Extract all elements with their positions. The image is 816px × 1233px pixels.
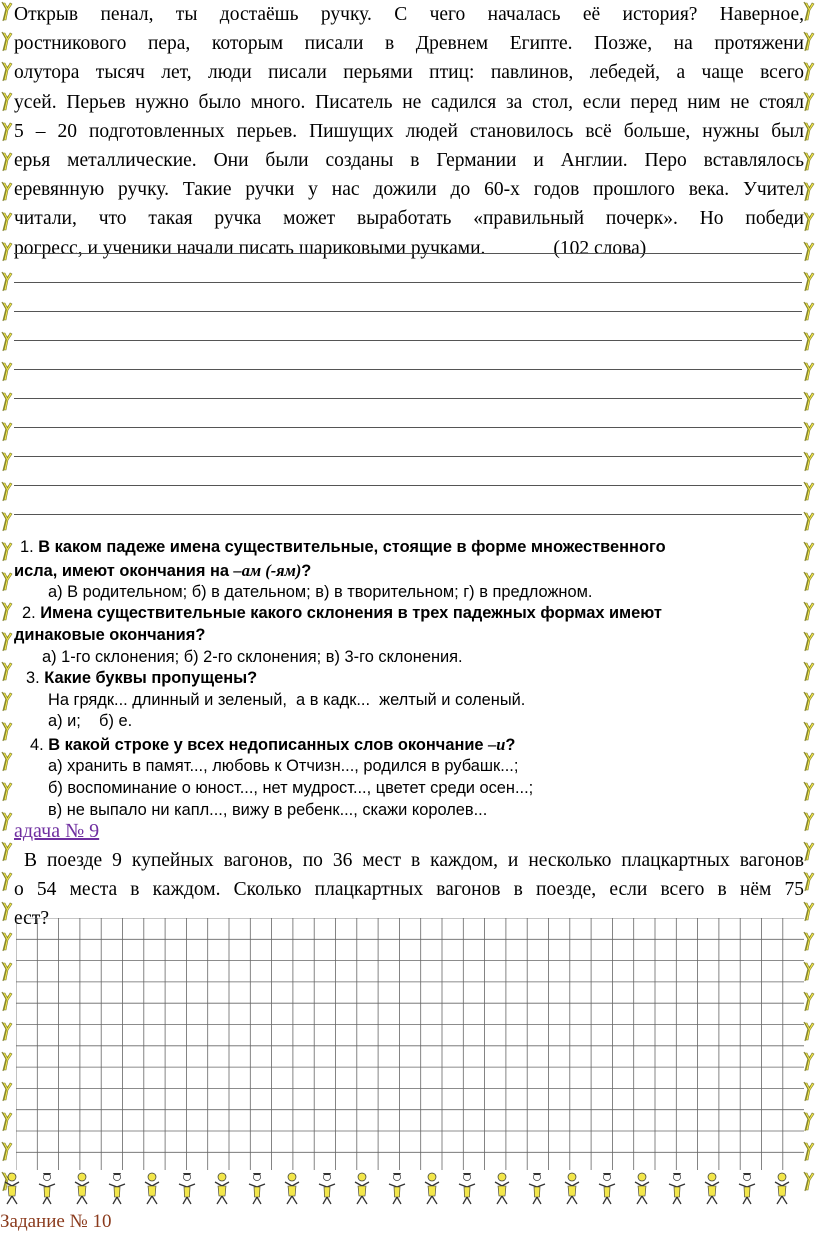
border-figure-icon	[385, 1170, 409, 1206]
question-number: 2.	[22, 604, 36, 622]
border-ornament-icon	[802, 750, 816, 772]
border-figure-icon	[280, 1170, 304, 1206]
grid-paper	[16, 918, 804, 1170]
question-mark: ?	[505, 736, 516, 754]
task-9-title: адача № 9	[14, 820, 100, 842]
border-ornament-icon	[802, 180, 816, 202]
decorative-border-left	[0, 0, 14, 1185]
border-figure-icon	[525, 1170, 549, 1206]
border-ornament-icon	[0, 630, 14, 652]
border-ornament-icon	[802, 450, 816, 472]
border-ornament-icon	[802, 390, 816, 412]
question-number: 3.	[26, 669, 40, 687]
question-2-options: а) 1-го склонения; б) 2-го склонения; в) 3-го склонения.	[42, 648, 463, 666]
border-ornament-icon	[802, 660, 816, 682]
border-ornament-icon	[802, 1050, 816, 1072]
writing-line	[14, 514, 802, 515]
border-ornament-icon	[802, 360, 816, 382]
border-ornament-icon	[0, 990, 14, 1012]
border-ornament-icon	[0, 1080, 14, 1102]
question-number: 1.	[20, 538, 34, 556]
border-ornament-icon	[0, 960, 14, 982]
border-figure-icon	[210, 1170, 234, 1206]
border-ornament-icon	[802, 900, 816, 922]
border-ornament-icon	[0, 0, 14, 22]
border-ornament-icon	[802, 90, 816, 112]
border-ornament-icon	[0, 1140, 14, 1162]
border-ornament-icon	[0, 660, 14, 682]
border-figure-icon	[665, 1170, 689, 1206]
border-ornament-icon	[802, 300, 816, 322]
border-ornament-icon	[0, 540, 14, 562]
border-figure-icon	[560, 1170, 584, 1206]
task-10-title: Задание № 10	[0, 1211, 112, 1232]
writing-line	[14, 485, 802, 486]
border-ornament-icon	[802, 630, 816, 652]
question-text: динаковые окончания?	[14, 626, 206, 644]
writing-line	[14, 369, 802, 370]
border-ornament-icon	[802, 870, 816, 892]
border-ornament-icon	[802, 990, 816, 1012]
task-line: о 54 места в каждом. Сколько плацкартных вагонов в поезде, если всего в нём 75	[14, 879, 804, 901]
border-ornament-icon	[802, 1110, 816, 1132]
border-ornament-icon	[0, 840, 14, 862]
border-ornament-icon	[0, 810, 14, 832]
border-ornament-icon	[802, 1080, 816, 1102]
border-ornament-icon	[802, 780, 816, 802]
question-1	[20, 538, 666, 557]
decorative-border-bottom	[0, 1170, 816, 1206]
border-ornament-icon	[0, 1020, 14, 1042]
border-ornament-icon	[0, 120, 14, 142]
border-ornament-icon	[802, 960, 816, 982]
task-line: В поезде 9 купейных вагонов, по 36 мест в каждом, и несколько плацкартных вагонов	[24, 850, 804, 871]
task-line: ест?	[14, 908, 49, 930]
ending-text: –и	[488, 735, 506, 754]
border-ornament-icon	[0, 300, 14, 322]
dictation-line: еревянную ручку. Такие ручки у нас дожили до 60-х годов прошлого века. Учител	[14, 179, 804, 201]
question-3	[26, 669, 257, 688]
border-figure-icon	[140, 1170, 164, 1206]
writing-line	[14, 311, 802, 312]
border-ornament-icon	[0, 900, 14, 922]
question-text: исла, имеют окончания на	[14, 562, 229, 580]
writing-line	[14, 253, 802, 254]
question-text: В какой строке у всех недописанных слов окончание	[48, 736, 484, 754]
border-ornament-icon	[802, 690, 816, 712]
question-text: Имена существительные какого склонения в трех падежных формах имеют	[40, 604, 662, 622]
border-ornament-icon	[802, 510, 816, 532]
border-figure-icon	[350, 1170, 374, 1206]
border-figure-icon	[175, 1170, 199, 1206]
border-ornament-icon	[0, 180, 14, 202]
border-ornament-icon	[802, 150, 816, 172]
dictation-line: читали, что такая ручка может выработать «правильный почерк». Но победи	[14, 208, 804, 230]
writing-line	[14, 456, 802, 457]
question-2-cont	[14, 626, 205, 645]
question-number: 4.	[30, 736, 44, 754]
border-ornament-icon	[0, 930, 14, 952]
border-figure-icon	[455, 1170, 479, 1206]
border-ornament-icon	[802, 570, 816, 592]
writing-line	[14, 398, 802, 399]
border-figure-icon	[35, 1170, 59, 1206]
border-figure-icon	[105, 1170, 129, 1206]
border-ornament-icon	[0, 90, 14, 112]
border-ornament-icon	[802, 930, 816, 952]
question-3-options: а) и; б) е.	[48, 712, 133, 730]
writing-line	[14, 282, 802, 283]
dictation-text	[14, 0, 804, 263]
border-ornament-icon	[0, 420, 14, 442]
question-4-option: б) воспоминание о юност..., нет мудрост..., цветет среди осен...;	[48, 779, 534, 797]
border-ornament-icon	[802, 120, 816, 142]
border-figure-icon	[0, 1170, 24, 1206]
dictation-line: олутора тысяч лет, люди писали перьями птиц: павлинов, лебедей, а чаще всего	[14, 62, 804, 84]
border-figure-icon	[735, 1170, 759, 1206]
question-text: Какие буквы пропущены?	[44, 669, 258, 687]
border-ornament-icon	[802, 240, 816, 262]
question-4	[30, 735, 515, 755]
dictation-line: усей. Перьев нужно было много. Писатель не садился за стол, если перед ним не стоял	[14, 91, 804, 113]
border-ornament-icon	[0, 600, 14, 622]
border-ornament-icon	[0, 1110, 14, 1132]
border-ornament-icon	[802, 420, 816, 442]
border-figure-icon	[420, 1170, 444, 1206]
border-ornament-icon	[802, 0, 816, 22]
border-ornament-icon	[0, 210, 14, 232]
border-figure-icon	[70, 1170, 94, 1206]
border-ornament-icon	[0, 480, 14, 502]
question-4-option: в) не выпало ни капл..., вижу в ребенк..., скажи королев...	[48, 801, 488, 819]
border-ornament-icon	[802, 840, 816, 862]
dictation-line: ростникового пера, которым писали в Древнем Египте. Позже, на протяжени	[14, 33, 804, 55]
border-figure-icon	[595, 1170, 619, 1206]
dictation-line: 5 – 20 подготовленных перьев. Пишущих людей становилось всё больше, нужны был	[14, 120, 804, 142]
border-ornament-icon	[802, 270, 816, 292]
border-ornament-icon	[0, 240, 14, 262]
border-ornament-icon	[0, 330, 14, 352]
dictation-line: ерья металлические. Они были созданы в Германии и Англии. Перо вставлялось	[14, 149, 804, 171]
border-ornament-icon	[802, 540, 816, 562]
dictation-line: Открыв пенал, ты достаёшь ручку. С чего началась её история? Наверное,	[14, 4, 804, 25]
question-2	[22, 604, 662, 623]
border-ornament-icon	[0, 30, 14, 52]
border-figure-icon	[315, 1170, 339, 1206]
dictation-last-line	[14, 234, 804, 263]
border-ornament-icon	[0, 780, 14, 802]
question-3-sentence: На грядк... длинный и зеленый, а в кадк... желтый и соленый.	[48, 691, 526, 709]
border-ornament-icon	[802, 480, 816, 502]
border-ornament-icon	[0, 360, 14, 382]
border-ornament-icon	[802, 60, 816, 82]
border-ornament-icon	[0, 750, 14, 772]
border-ornament-icon	[802, 810, 816, 832]
border-ornament-icon	[802, 210, 816, 232]
border-ornament-icon	[0, 1050, 14, 1072]
border-ornament-icon	[0, 870, 14, 892]
border-ornament-icon	[802, 330, 816, 352]
question-1-options: а) В родительном; б) в дательном; в) в творительном; г) в предложном.	[48, 583, 593, 601]
decorative-border-right	[802, 0, 816, 1185]
border-figure-icon	[245, 1170, 269, 1206]
border-ornament-icon	[802, 1020, 816, 1042]
border-ornament-icon	[802, 600, 816, 622]
border-ornament-icon	[0, 450, 14, 472]
border-ornament-icon	[0, 510, 14, 532]
border-ornament-icon	[0, 690, 14, 712]
question-mark: ?	[301, 562, 312, 580]
question-text: В каком падеже имена существительные, стоящие в форме множественного	[38, 538, 666, 556]
border-figure-icon	[770, 1170, 794, 1206]
question-1-cont	[14, 561, 311, 581]
question-4-option: а) хранить в памят..., любовь к Отчизн..., родился в рубашк...;	[48, 757, 519, 775]
border-ornament-icon	[0, 60, 14, 82]
writing-line	[14, 427, 802, 428]
border-figure-icon	[700, 1170, 724, 1206]
border-ornament-icon	[0, 570, 14, 592]
border-figure-icon	[630, 1170, 654, 1206]
border-ornament-icon	[802, 1140, 816, 1162]
border-ornament-icon	[802, 720, 816, 742]
dictation-line: рогресс, и ученики начали писать шариковыми ручками.	[14, 237, 486, 259]
ending-text: –ам (-ям)	[233, 561, 302, 580]
word-count: (102 слова)	[553, 237, 647, 259]
border-figure-icon	[490, 1170, 514, 1206]
border-ornament-icon	[802, 30, 816, 52]
border-ornament-icon	[0, 390, 14, 412]
border-ornament-icon	[0, 270, 14, 292]
border-ornament-icon	[0, 720, 14, 742]
border-ornament-icon	[0, 150, 14, 172]
writing-line	[14, 340, 802, 341]
